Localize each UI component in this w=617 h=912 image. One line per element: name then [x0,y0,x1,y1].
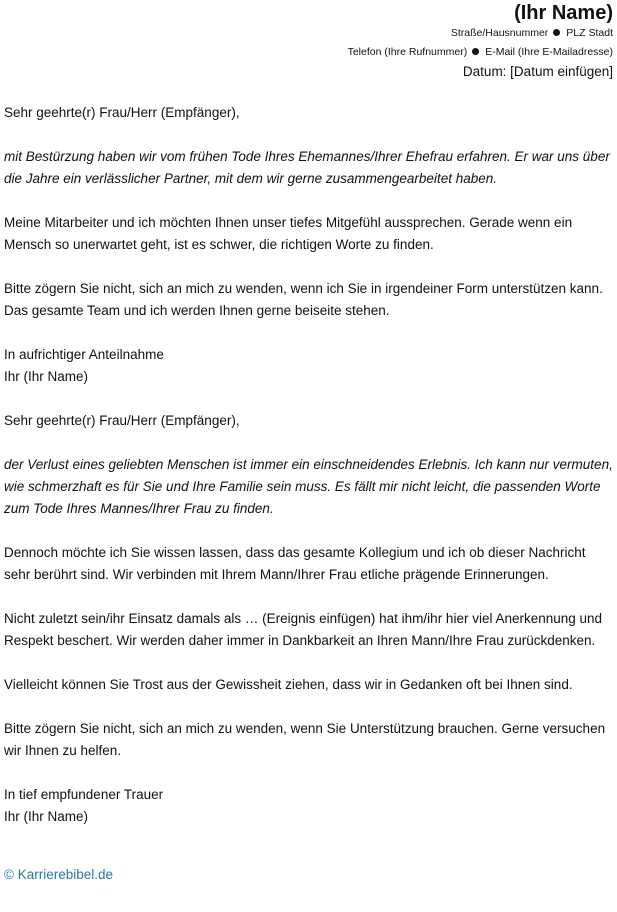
letter2-paragraph-5: Bitte zögern Sie nicht, sich an mich zu wenden, wenn Sie Unterstützung brauchen. Gerne versuchen wir Ihnen zu helfen. [4,721,606,758]
bullet-icon [553,29,560,36]
signature-2: Ihr (Ihr Name) [4,809,89,824]
bullet-icon [472,48,479,55]
letter2-paragraph-1: der Verlust eines geliebten Menschen ist immer ein einschneidendes Erlebnis. Ich kann nur vermuten, wie schmerzhaft es für Sie und Ihre Familie sein muss. Es fällt mir nicht leicht, die passenden Worte zum Tode Ihres Mannes/Ihrer Frau zu finden. [4,457,613,516]
salutation-1: Sehr geehrte(r) Frau/Herr (Empfänger), [4,105,240,120]
letter1-paragraph-1: mit Bestürzung haben wir vom frühen Tode Ihres Ehemannes/Ihrer Ehefrau erfahren. Er war uns über die Jahre ein verlässlicher Partner, mit dem wir gerne zusammengearbeitet haben. [4,149,610,186]
sender-city: PLZ Stadt [566,27,613,39]
letter2-paragraph-4: Vielleicht können Sie Trost aus der Gewissheit ziehen, dass wir in Gedanken oft bei Ihnen sind. [4,677,573,692]
letter1-paragraph-3: Bitte zögern Sie nicht, sich an mich zu wenden, wenn ich Sie in irgendeiner Form unterstützen kann. Das gesamte Team und ich werden Ihnen gerne beiseite stehen. [4,281,603,318]
closing-2: In tief empfundener Trauer [4,787,164,802]
letter1-paragraph-2: Meine Mitarbeiter und ich möchten Ihnen unser tiefes Mitgefühl aussprechen. Gerade wenn ein Mensch so unerwartet geht, ist es schwer, die richtigen Worte zu finden. [4,215,573,252]
copyright-credit: © Karrierebibel.de [4,867,114,882]
closing-1: In aufrichtiger Anteilnahme [4,347,164,362]
letter2-paragraph-3: Nicht zuletzt sein/ihr Einsatz damals als … (Ereignis einfügen) hat ihm/ihr hier viel Anerkennung und Respekt beschert. Wir werden daher immer in Dankbarkeit an Ihren Mann/Ihre Frau zurückdenken. [4,611,603,648]
sender-name: (Ihr Name) [514,2,613,24]
letter2-paragraph-2: Dennoch möchte ich Sie wissen lassen, dass das gesamte Kollegium und ich ob dieser Nachricht sehr berührt sind. Wir verbinden mit Ihrem Mann/Ihrer Frau etliche prägende Erinnerungen. [4,545,586,582]
letter-header [348,0,613,80]
sender-contact [348,46,613,59]
sender-address [348,27,613,40]
salutation-2: Sehr geehrte(r) Frau/Herr (Empfänger), [4,413,240,428]
sender-phone: Telefon (Ihre Rufnummer) [347,46,468,58]
sender-street: Straße/Hausnummer [450,27,549,39]
sender-email: E-Mail (Ihre E-Mailadresse) [485,46,613,58]
signature-1: Ihr (Ihr Name) [4,369,89,384]
letter-date: Datum: [Datum einfügen] [462,64,613,79]
